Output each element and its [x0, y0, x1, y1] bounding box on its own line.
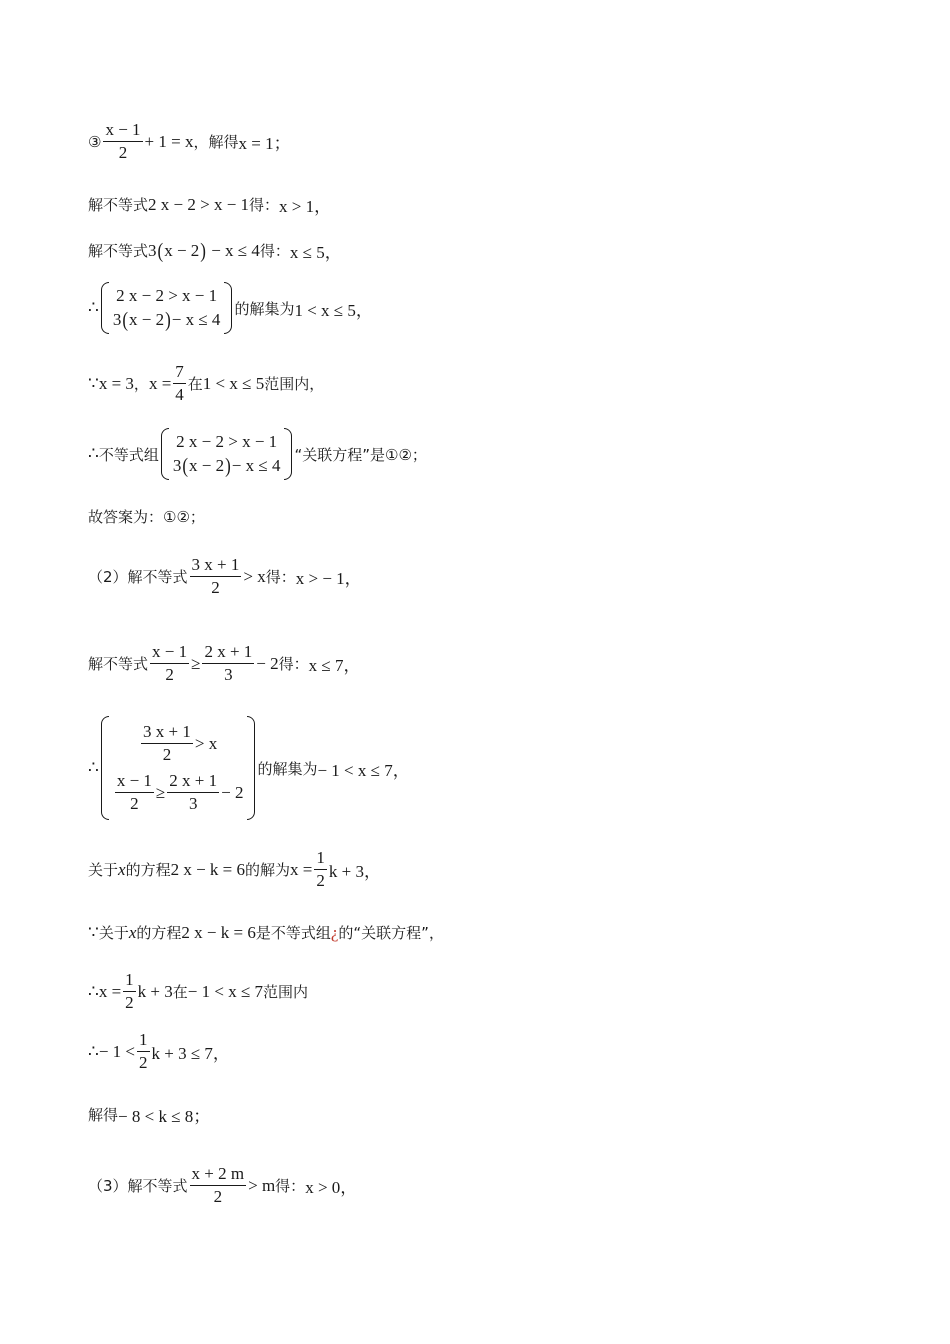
inequality-system: 2 x − 2 > x − 1 3 ( x − 2 ) − x ≤ 4 — [101, 282, 233, 334]
solution-line-1: ③ $\frac{x - 1}{2}$ + 1 = x ，解得 x = 1； — [88, 120, 291, 162]
solution-line-8: （2）解不等式 $\frac{3 x + 1}{2}$ > x 得： x > − 1， — [88, 555, 362, 597]
fraction: $\frac{7}{4}$ — [175, 362, 184, 404]
answer-text: 故答案为：①②； — [88, 508, 205, 526]
inequality: 2 x − 2 > x − 1 — [148, 194, 250, 214]
solution-line-4: ∴ 2 x − 2 > x − 1 3 ( x − 2 ) − x ≤ 4 的解集为 1 < x ≤ 5， — [88, 282, 373, 334]
solution-line-16: （3）解不等式 $\frac{x + 2 m}{2}$ > m 得： x > 0， — [88, 1164, 358, 1206]
left-brace — [101, 716, 109, 820]
right-paren — [247, 716, 255, 820]
result: − 1 < x ≤ 7， — [317, 760, 410, 780]
fraction: $\frac{3 x + 1}{2}$ — [191, 555, 240, 597]
solution-line-14: ∴ − 1 < $\frac{1}{2}$ k + 3 ≤ 7， — [88, 1030, 230, 1072]
solution-line-15: 解得 − 8 < k ≤ 8； — [88, 1102, 210, 1127]
fraction: $\frac{x - 1}{2}$ — [105, 120, 141, 162]
solution-line-12: ∵ 关于 x 的方程 2 x − k = 6 是不等式组 ¿ 的“关联方程”， — [88, 922, 444, 942]
result: − 8 < k ≤ 8； — [118, 1107, 211, 1126]
fraction: $\frac{1}{2}$ — [139, 1030, 148, 1072]
fraction: $\frac{x + 2 m}{2}$ — [191, 1164, 245, 1206]
fraction: $\frac{2 x + 1}{3}$ — [204, 642, 253, 684]
result: x ≤ 5， — [289, 243, 342, 262]
part-label: （2）解不等式 — [88, 568, 188, 586]
solution-line-13: ∴ x = $\frac{1}{2}$ k + 3 在 − 1 < x ≤ 7 范围内 — [88, 970, 309, 1012]
fraction: $\frac{1}{2}$ — [316, 848, 325, 890]
left-brace — [161, 428, 169, 480]
inequality-system: $\frac{3 x + 1}{2}$ > x $\frac{x - 1}{2}$ ≥ $\frac{2 x + 1}{3}$ − 2 — [101, 716, 256, 820]
result: x > − 1， — [295, 569, 362, 588]
fraction: $\frac{x - 1}{2}$ — [152, 642, 188, 684]
solution-line-3: 解不等式 3(x − 2) − x ≤ 4 得： x ≤ 5， — [88, 238, 342, 262]
circled-three: ③ — [88, 132, 102, 151]
therefore-symbol: ∴ — [88, 298, 99, 317]
fraction: $\frac{1}{2}$ — [125, 970, 134, 1012]
result: x > 1， — [279, 197, 332, 216]
solution-line-9: 解不等式 $\frac{x - 1}{2}$ ≥ $\frac{2 x + 1}{3}$ − 2 得： x ≤ 7， — [88, 642, 361, 684]
solution-line-2: 解不等式 2 x − 2 > x − 1 得： x > 1， — [88, 192, 331, 217]
placeholder-glyph: ¿ — [330, 922, 339, 942]
therefore-symbol: ∴ — [88, 981, 99, 1001]
therefore-symbol: ∴ — [88, 444, 99, 463]
inequality-system: 2 x − 2 > x − 1 3 ( x − 2 ) − x ≤ 4 — [161, 428, 293, 480]
solution-line-10: ∴ $\frac{3 x + 1}{2}$ > x $\frac{x - 1}{2}$ ≥ $\frac{2 x + 1}{3}$ − 2 的解集为 − 1 < x ≤ 7， — [88, 716, 410, 820]
because-symbol: ∵ — [88, 373, 99, 393]
result: 1 < x ≤ 5， — [294, 300, 373, 320]
result: x = 1； — [238, 134, 291, 153]
therefore-symbol: ∴ — [88, 1041, 99, 1061]
right-paren — [284, 428, 292, 480]
equation: + 1 = x — [144, 131, 194, 151]
solution-line-7 — [88, 506, 205, 527]
result: x > 0， — [305, 1178, 358, 1197]
therefore-symbol: ∴ — [88, 758, 99, 777]
because-symbol: ∵ — [88, 922, 99, 942]
solution-line-5: ∵ x = 3 ， x = $\frac{7}{4}$ 在 1 < x ≤ 5 范围内， — [88, 362, 325, 404]
inequality: 3(x − 2) − x ≤ 4 — [148, 238, 260, 262]
solution-line-11: 关于 x 的方程 2 x − k = 6 的解为 x = $\frac{1}{2}$ k + 3， — [88, 848, 381, 890]
solution-line-6: ∴ 不等式组 2 x − 2 > x − 1 3 ( x − 2 ) − x ≤ 4 “关联方程”是①②； — [88, 428, 427, 480]
result: x ≤ 7， — [308, 656, 361, 675]
left-brace — [101, 282, 109, 334]
part-label: （3）解不等式 — [88, 1177, 188, 1195]
right-paren — [224, 282, 232, 334]
